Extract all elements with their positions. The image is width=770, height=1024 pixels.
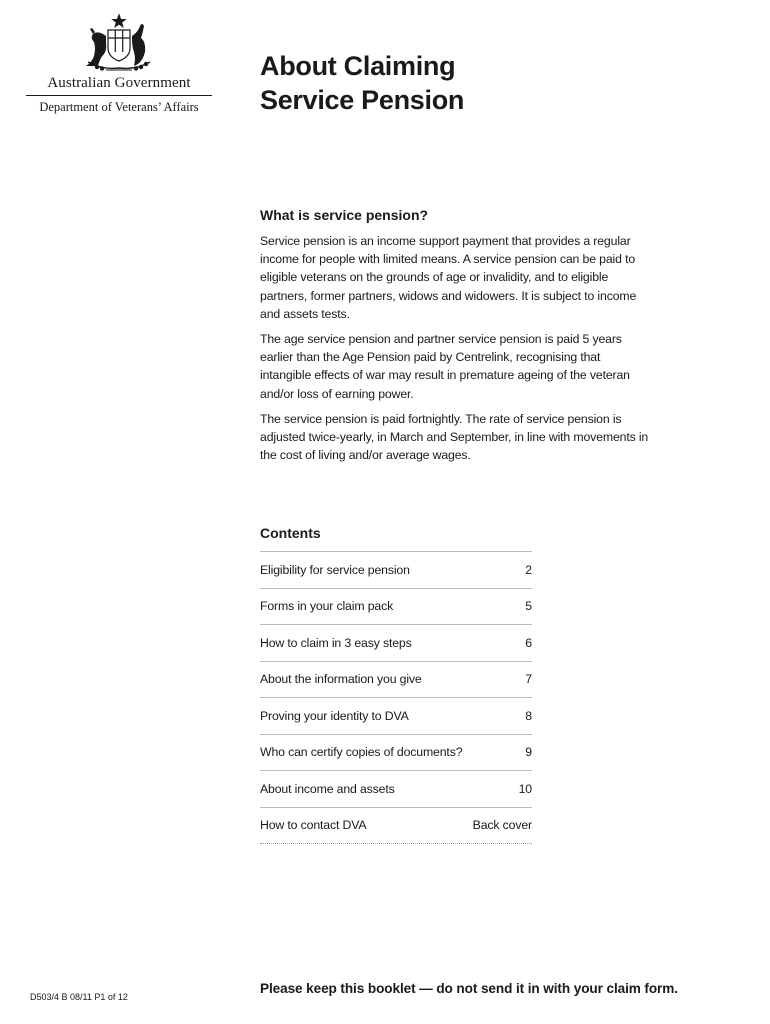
contents-item-label: How to claim in 3 easy steps xyxy=(260,635,412,650)
title-line-2: Service Pension xyxy=(260,85,465,115)
contents-section xyxy=(260,524,532,844)
contents-item[interactable] xyxy=(260,735,532,772)
document-title xyxy=(260,49,464,117)
contents-item[interactable] xyxy=(260,698,532,735)
intro-paragraph: The service pension is paid fortnightly. The rate of service pension is adjusted twice-yearly, in March and September, in line with movements in the cost of living and/or average wages. xyxy=(260,411,649,463)
contents-item-label: How to contact DVA xyxy=(260,818,367,833)
contents-item-page: 7 xyxy=(525,672,532,687)
government-name: Australian Government xyxy=(47,75,191,91)
title-line-1: About Claiming xyxy=(260,51,456,81)
intro-heading: What is service pension? xyxy=(260,207,429,223)
document-code: D503/4 B 08/11 P1 of 12 xyxy=(30,992,128,1002)
logo-divider xyxy=(26,95,212,96)
contents-item-page: Back cover xyxy=(472,818,532,833)
keep-booklet-note: Please keep this booklet — do not send it in with your claim form. xyxy=(260,981,678,996)
contents-item-label: Proving your identity to DVA xyxy=(260,708,409,723)
coat-of-arms-icon xyxy=(26,12,212,74)
government-logo xyxy=(26,12,212,115)
contents-item-page: 10 xyxy=(518,781,532,796)
contents-item-label: Who can certify copies of documents? xyxy=(260,745,463,760)
contents-item-label: Forms in your claim pack xyxy=(260,599,394,614)
contents-item-label: Eligibility for service pension xyxy=(260,562,410,577)
contents-item[interactable] xyxy=(260,552,532,589)
contents-item[interactable] xyxy=(260,771,532,808)
intro-section xyxy=(260,206,650,471)
contents-list xyxy=(260,551,532,844)
contents-item[interactable] xyxy=(260,589,532,626)
contents-item-page: 5 xyxy=(525,599,532,614)
contents-item[interactable] xyxy=(260,808,532,845)
contents-item-label: About the information you give xyxy=(260,672,422,687)
intro-paragraph: Service pension is an income support payment that provides a regular income for people with limited means. A service pension can be paid to eligible veterans on the grounds of age or invalidity, and to eligible partners, former partners, widows and widowers. It is subject to income and assets tests. xyxy=(260,234,637,321)
contents-item-label: About income and assets xyxy=(260,781,395,796)
contents-item[interactable] xyxy=(260,662,532,699)
contents-item-page: 6 xyxy=(525,635,532,650)
contents-item-page: 9 xyxy=(525,745,532,760)
contents-heading: Contents xyxy=(260,525,321,541)
contents-item[interactable] xyxy=(260,625,532,662)
contents-item-page: 2 xyxy=(525,562,532,577)
intro-paragraph: The age service pension and partner service pension is paid 5 years earlier than the Age Pension paid by Centrelink, recognising that intangible effects of war may result in premature ageing of the veteran and/or loss of earning power. xyxy=(260,332,630,401)
contents-item-page: 8 xyxy=(525,708,532,723)
department-name: Department of Veterans’ Affairs xyxy=(39,100,199,114)
